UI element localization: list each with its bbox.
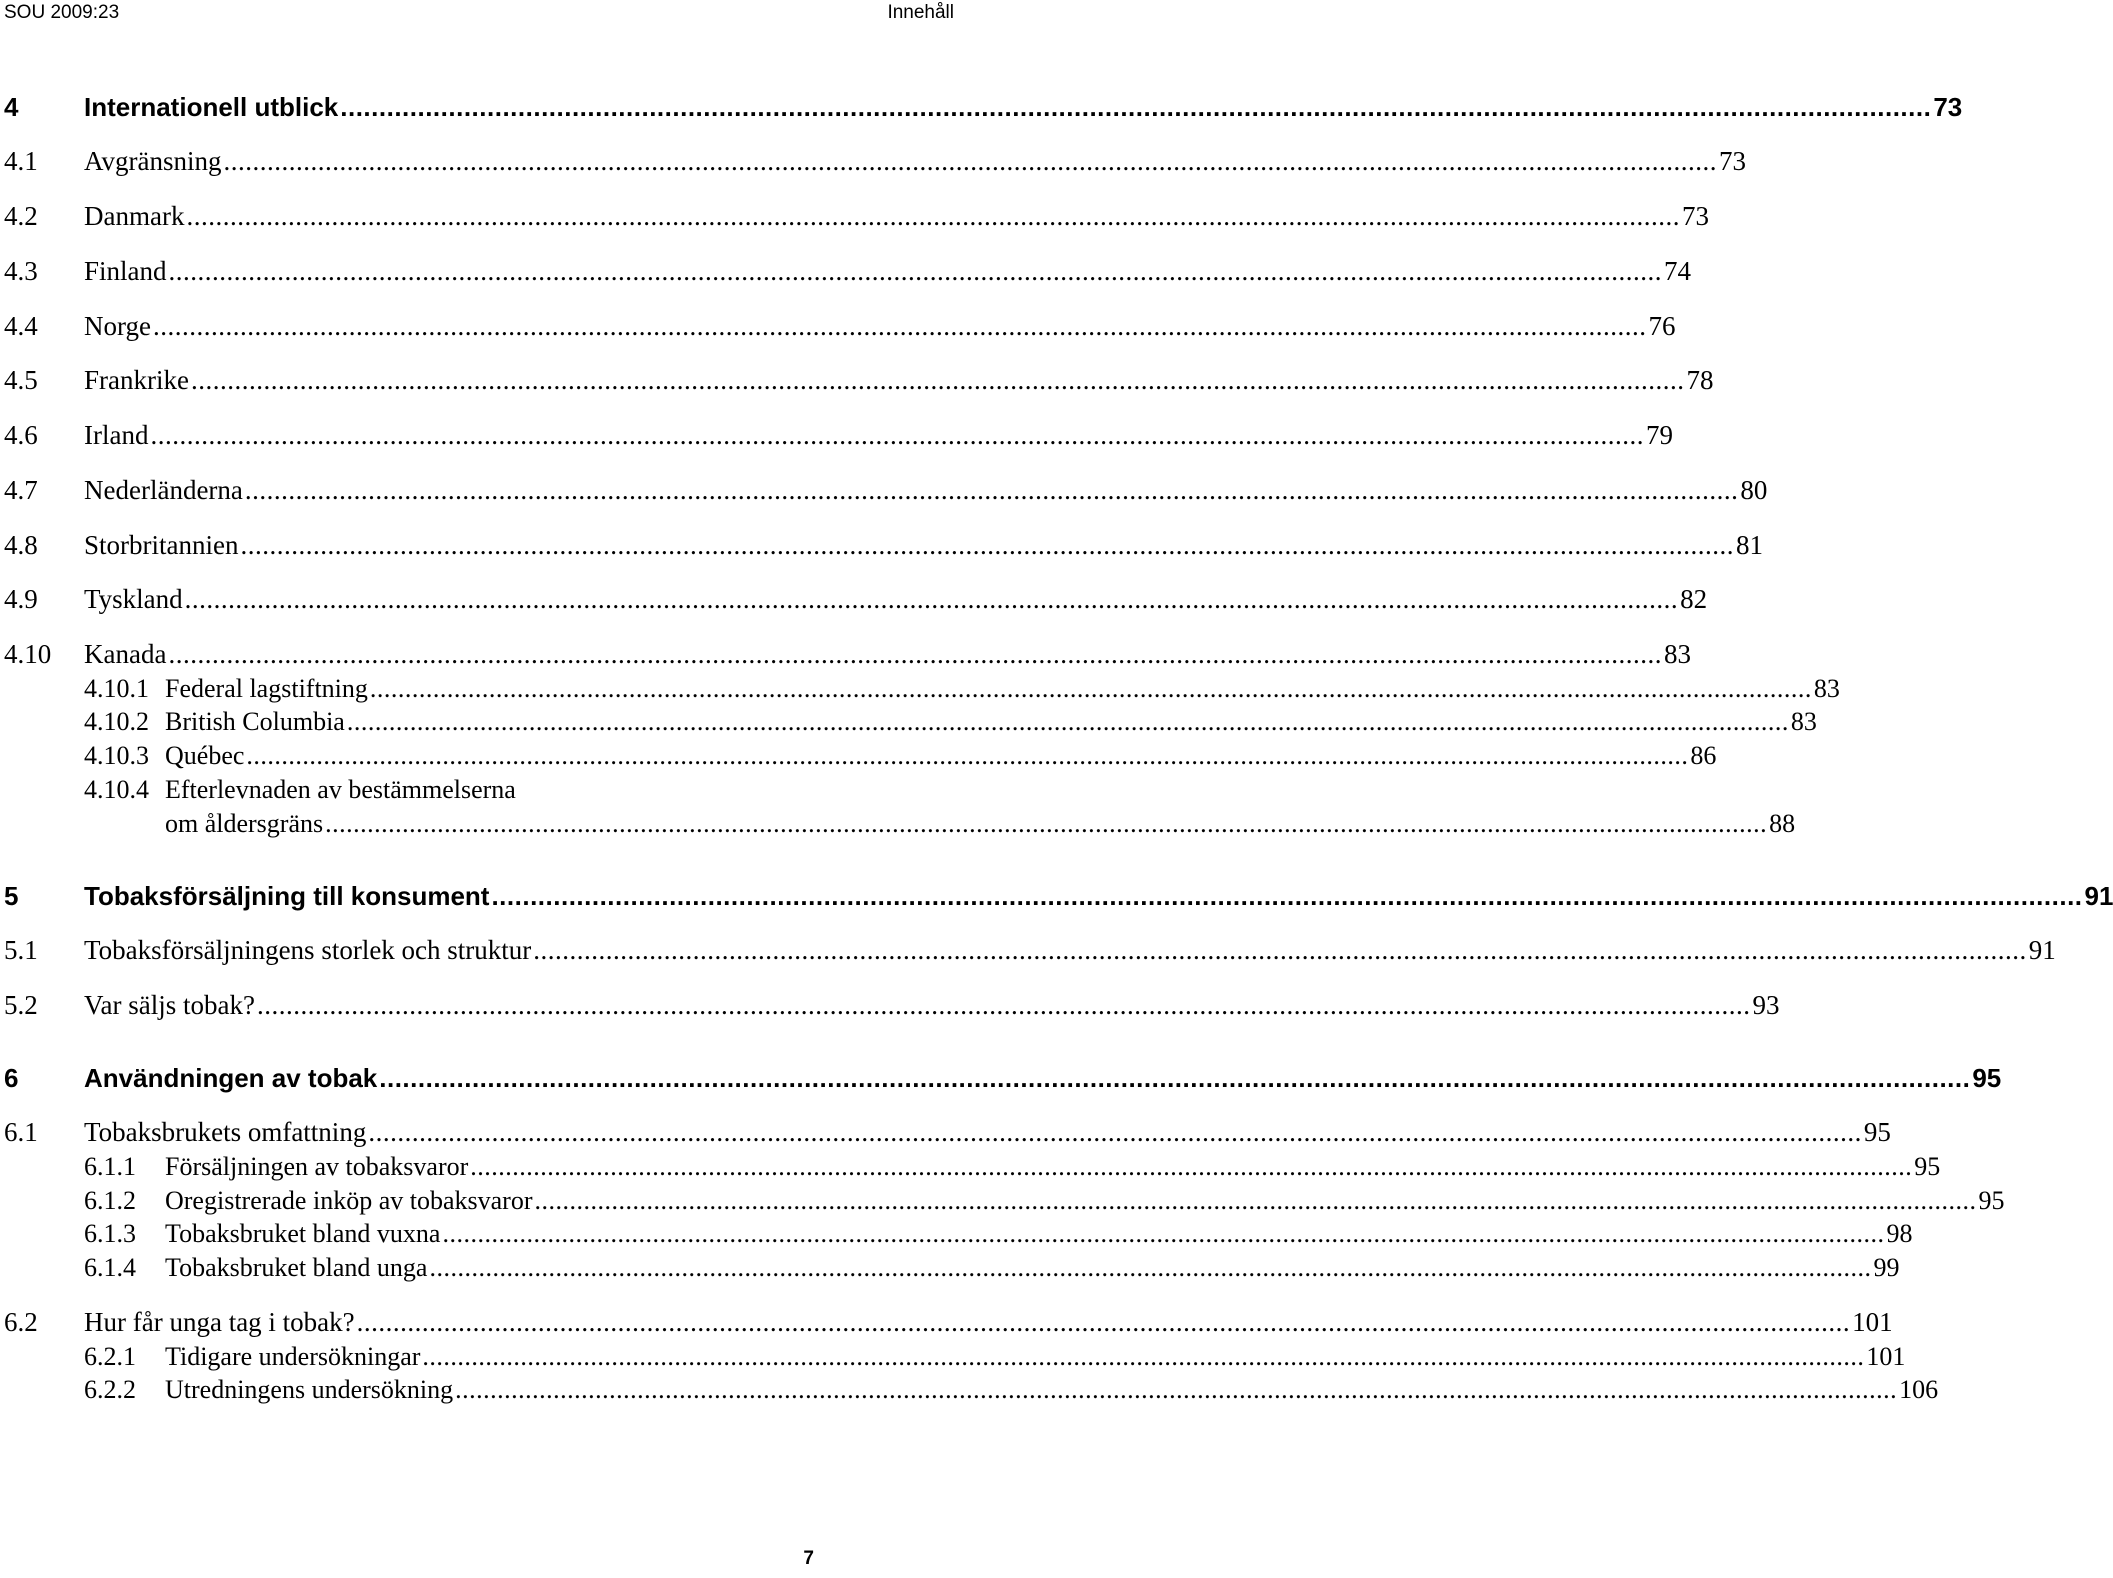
toc-subsection-6-1-4[interactable] <box>84 1253 1900 1283</box>
toc-number: 6.1.1 <box>84 1152 136 1181</box>
toc-page: 73 <box>1718 146 1746 176</box>
toc-title: Tobaksbrukets omfattning <box>84 1117 367 1147</box>
toc-leader <box>240 530 1734 561</box>
toc-title: Oregistrerade inköp av tobaksvaror <box>165 1186 533 1215</box>
toc-chapter-4[interactable] <box>4 92 1963 123</box>
toc-subsection-4-10-1[interactable] <box>84 674 1840 704</box>
toc-leader <box>429 1253 1871 1283</box>
toc-leader <box>257 990 1751 1021</box>
toc-page: 80 <box>1740 475 1768 505</box>
toc-number: 4.10.4 <box>84 775 149 804</box>
toc-subsection-4-10-2[interactable] <box>84 707 1817 737</box>
toc-title: Kanada <box>84 639 167 669</box>
toc-page: 86 <box>1690 741 1717 770</box>
toc-leader <box>340 92 1931 123</box>
toc-number: 6.1.4 <box>84 1253 136 1282</box>
toc-title: Federal lagstiftning <box>165 674 368 703</box>
toc-title: Nederländerna <box>84 475 243 505</box>
toc-subsection-6-1-3[interactable] <box>84 1219 1913 1249</box>
toc-page: 95 <box>1972 1063 2002 1093</box>
toc-page: 83 <box>1813 674 1840 703</box>
toc-leader <box>325 809 1767 839</box>
toc-number: 4.6 <box>4 420 38 450</box>
toc-section-4-1[interactable] <box>4 146 1746 177</box>
toc-page: 101 <box>1866 1342 1906 1371</box>
toc-section-4-9[interactable] <box>4 584 1708 615</box>
toc-title: Tidigare undersökningar <box>165 1342 421 1371</box>
toc-title: Tobaksförsäljning till konsument <box>84 881 490 911</box>
toc-number: 4.7 <box>4 475 38 505</box>
toc-page: 73 <box>1681 201 1709 231</box>
toc-page: 83 <box>1663 639 1691 669</box>
toc-title: Irland <box>84 420 149 450</box>
toc-page: 98 <box>1886 1219 1913 1248</box>
toc-leader <box>491 881 2082 912</box>
toc-leader <box>347 707 1789 737</box>
toc-title: Québec <box>165 741 245 770</box>
toc-leader <box>368 1117 1862 1148</box>
toc-number: 6.2.1 <box>84 1342 136 1371</box>
toc-page: 81 <box>1735 530 1763 560</box>
toc-subsection-4-10-3[interactable] <box>84 741 1717 771</box>
toc-leader <box>422 1342 1864 1372</box>
toc-leader <box>379 1063 1970 1094</box>
toc-title: Tobaksbruket bland unga <box>165 1253 428 1282</box>
toc-leader <box>168 639 1662 670</box>
toc-section-4-5[interactable] <box>4 365 1714 396</box>
toc-leader <box>246 741 1688 771</box>
toc-page: 95 <box>1863 1117 1891 1147</box>
toc-section-4-6[interactable] <box>4 420 1673 451</box>
toc-page: 74 <box>1664 256 1692 286</box>
toc-subsection-6-1-2[interactable] <box>84 1186 2005 1216</box>
toc-chapter-6[interactable] <box>4 1063 2002 1094</box>
toc-number: 5.2 <box>4 990 38 1020</box>
toc-leader <box>534 1186 1976 1216</box>
toc-number: 4.3 <box>4 256 38 286</box>
toc-section-4-2[interactable] <box>4 201 1709 232</box>
toc-page: 73 <box>1933 92 1963 122</box>
toc-section-4-4[interactable] <box>4 311 1676 342</box>
toc-leader <box>533 935 2027 966</box>
toc-section-5-2[interactable] <box>4 990 1780 1021</box>
toc-title: Var säljs tobak? <box>84 990 255 1020</box>
toc-number: 6.1 <box>4 1117 38 1147</box>
toc-title: Norge <box>84 311 151 341</box>
toc-page: 91 <box>2028 935 2056 965</box>
toc-leader <box>223 146 1717 177</box>
toc-page: 83 <box>1790 707 1817 736</box>
toc-number: 4 <box>4 92 19 122</box>
toc-number: 4.5 <box>4 365 38 395</box>
toc-leader <box>470 1152 1912 1182</box>
toc-page: 99 <box>1873 1253 1900 1282</box>
toc-number: 4.10.1 <box>84 674 149 703</box>
page-number: 7 <box>803 1548 814 1569</box>
toc-number: 4.4 <box>4 311 38 341</box>
toc-number: 4.10 <box>4 639 52 669</box>
toc-number: 5 <box>4 881 19 911</box>
toc-title: Försäljningen av tobaksvaror <box>165 1152 469 1181</box>
toc-number: 4.10.2 <box>84 707 149 736</box>
toc-leader <box>150 420 1644 451</box>
toc-title: Tyskland <box>84 584 183 614</box>
toc-title: Danmark <box>84 201 185 231</box>
toc-leader <box>357 1307 1851 1338</box>
toc-title: Finland <box>84 256 167 286</box>
toc-title: Frankrike <box>84 365 189 395</box>
toc-title: Hur får unga tag i tobak? <box>84 1307 355 1337</box>
toc-title: Utredningens undersökning <box>165 1375 454 1404</box>
toc-number: 6.2 <box>4 1307 38 1337</box>
toc-section-5-1[interactable] <box>4 935 2056 966</box>
toc-number: 4.1 <box>4 146 38 176</box>
toc-title: Tobaksförsäljningens storlek och struktur <box>84 935 532 965</box>
toc-title: Avgränsning <box>84 146 222 176</box>
toc-title: Efterlevnaden av bestämmelserna <box>165 775 516 804</box>
toc-number: 4.10.3 <box>84 741 149 770</box>
toc-leader <box>442 1219 1884 1249</box>
toc-title: British Columbia <box>165 707 345 736</box>
toc-title: Tobaksbruket bland vuxna <box>165 1219 441 1248</box>
toc-subsection-4-10-4-second-line[interactable] <box>165 809 1796 839</box>
toc-section-4-10[interactable] <box>4 639 1691 670</box>
toc-leader <box>185 584 1679 615</box>
toc-title: Användningen av tobak <box>84 1063 378 1093</box>
toc-leader <box>455 1375 1897 1405</box>
toc-title-continued: om åldersgräns <box>165 809 324 838</box>
toc-page: 101 <box>1852 1307 1893 1337</box>
running-header-right: Innehåll <box>887 2 954 23</box>
toc-number: 5.1 <box>4 935 38 965</box>
toc-page: 93 <box>1752 990 1780 1020</box>
toc-page: 95 <box>1978 1186 2005 1215</box>
toc-chapter-5[interactable] <box>4 881 2113 912</box>
toc-section-4-8[interactable] <box>4 530 1763 561</box>
toc-title: Internationell utblick <box>84 92 339 122</box>
toc-section-4-7[interactable] <box>4 475 1768 506</box>
toc-number: 6 <box>4 1063 19 1093</box>
toc-page: 91 <box>2084 881 2113 911</box>
toc-leader <box>191 365 1685 396</box>
toc-subsection-4-10-4-first-line[interactable] <box>84 775 516 805</box>
toc-subsection-6-1-1[interactable] <box>84 1152 1941 1182</box>
toc-section-4-3[interactable] <box>4 256 1692 287</box>
toc-page: 78 <box>1686 365 1714 395</box>
toc-section-6-2[interactable] <box>4 1307 1893 1338</box>
toc-subsection-6-2-2[interactable] <box>84 1375 1939 1405</box>
toc-subsection-6-2-1[interactable] <box>84 1342 1906 1372</box>
toc-section-6-1[interactable] <box>4 1117 1891 1148</box>
toc-page: 95 <box>1914 1152 1941 1181</box>
toc-page: 82 <box>1680 584 1708 614</box>
toc-leader <box>370 674 1812 704</box>
toc-number: 4.9 <box>4 584 38 614</box>
toc-number: 6.2.2 <box>84 1375 136 1404</box>
toc-page: 76 <box>1648 311 1676 341</box>
toc-leader <box>245 475 1739 506</box>
toc-leader <box>169 256 1663 287</box>
toc-title: Storbritannien <box>84 530 239 560</box>
toc-page: 88 <box>1769 809 1796 838</box>
toc-leader <box>153 311 1647 342</box>
toc-number: 4.8 <box>4 530 38 560</box>
toc-leader <box>186 201 1680 232</box>
running-header-left: SOU 2009:23 <box>4 2 120 23</box>
toc-page: 79 <box>1645 420 1673 450</box>
toc-number: 6.1.3 <box>84 1219 136 1248</box>
toc-number: 4.2 <box>4 201 38 231</box>
toc-number: 6.1.2 <box>84 1186 136 1215</box>
toc-page: 106 <box>1899 1375 1939 1404</box>
